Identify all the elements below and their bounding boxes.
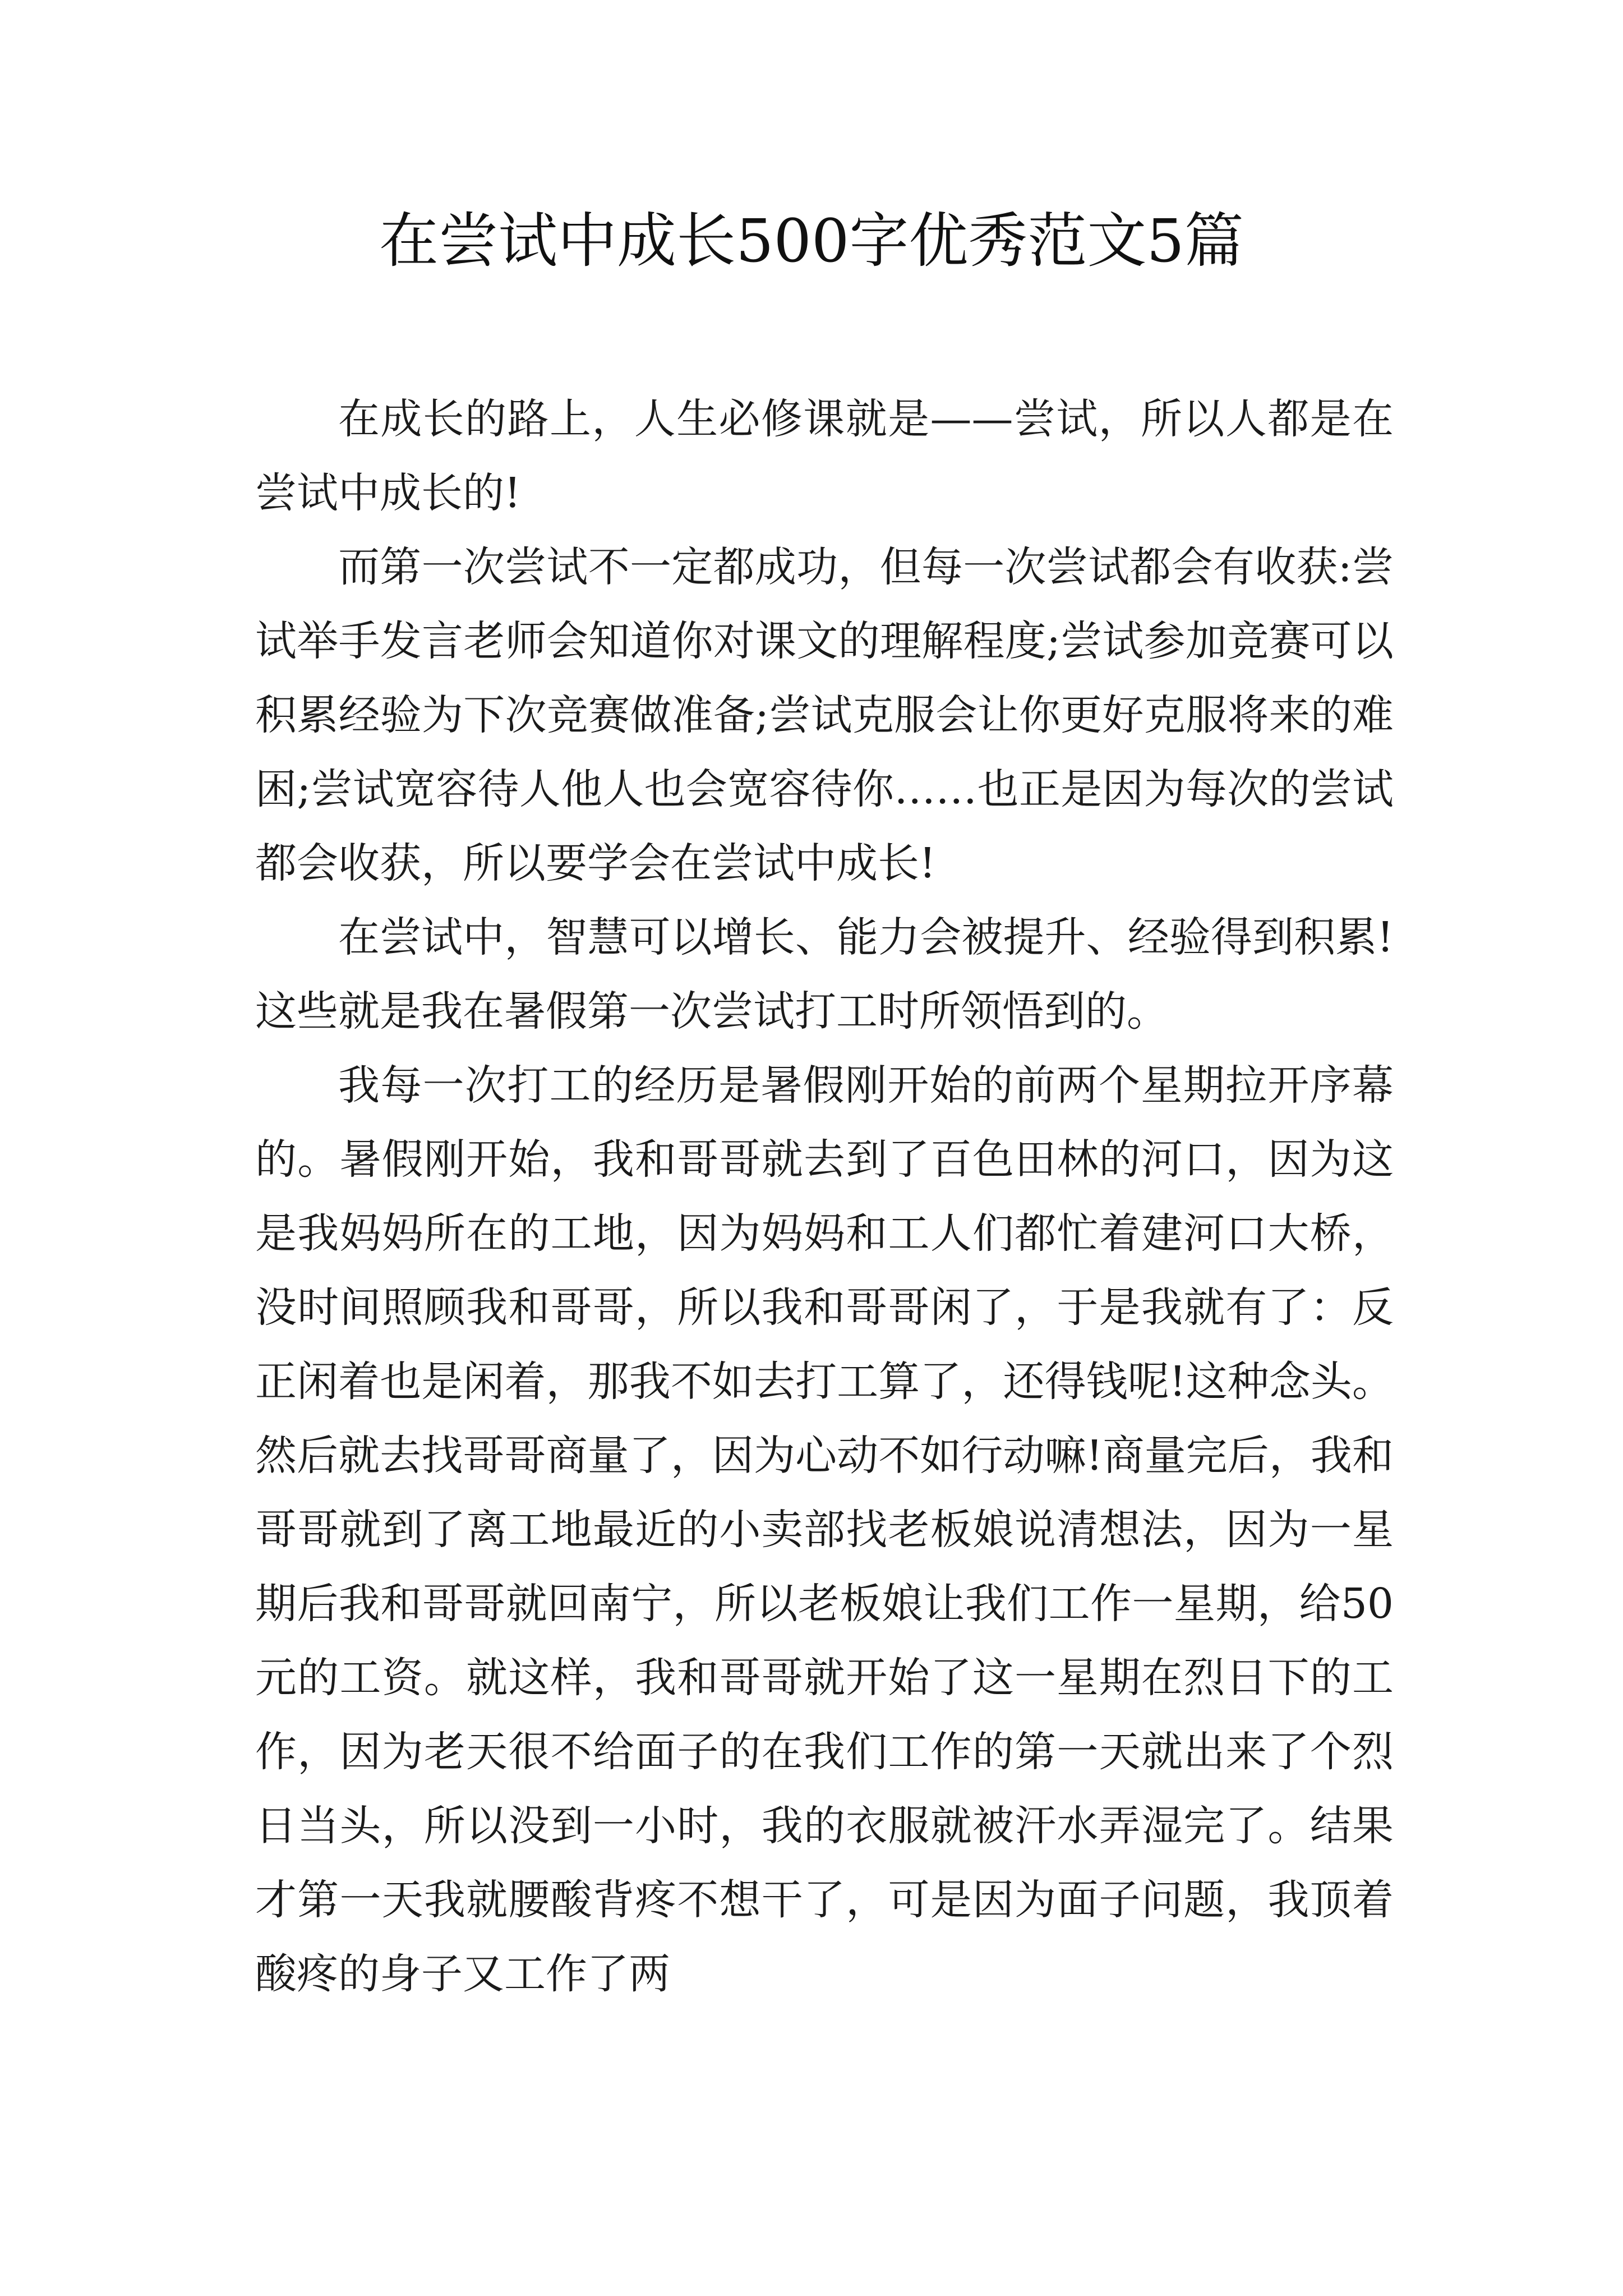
paragraph-3: 在尝试中，智慧可以增长、能力会被提升、经验得到积累!这些就是我在暑假第一次尝试打工时所领悟到的。 [255, 913, 1394, 1036]
paragraph-2: 而第一次尝试不一定都成功，但每一次尝试都会有收获:尝试举手发言老师会知道你对课文的理解程度;尝试参加竞赛可以积累经验为下次竞赛做准备;尝试克服会让你更好克服将来的难困;尝试宽容待人他人也会宽容待你……也正是因为每次的尝试都会收获，所以要学会在尝试中成长! [255, 543, 1394, 887]
paragraph-1: 在成长的路上，人生必修课就是——尝试，所以人都是在尝试中成长的! [255, 395, 1394, 517]
document-body [255, 382, 1394, 2011]
paragraph-4: 我每一次打工的经历是暑假刚开始的前两个星期拉开序幕的。暑假刚开始，我和哥哥就去到了百色田林的河口，因为这是我妈妈所在的工地，因为妈妈和工人们都忙着建河口大桥，没时间照顾我和哥哥，所以我和哥哥闲了，于是我就有了：反正闲着也是闲着，那我不如去打工算了，还得钱呢!这种念头。然后就去找哥哥商量了，因为心动不如行动嘛!商量完后，我和哥哥就到了离工地最近的小卖部找老板娘说清想法，因为一星期后我和哥哥就回南宁，所以老板娘让我们工作一星期，给50元的工资。就这样，我和哥哥就开始了这一星期在烈日下的工作，因为老天很不给面子的在我们工作的第一天就出来了个烈日当头，所以没到一小时，我的衣服就被汗水弄湿完了。结果才第一天我就腰酸背疼不想干了，可是因为面子问题，我顶着酸疼的身子又工作了两 [255, 1061, 1394, 1998]
document-title: 在尝试中成长500字优秀范文5篇 [379, 206, 1244, 275]
